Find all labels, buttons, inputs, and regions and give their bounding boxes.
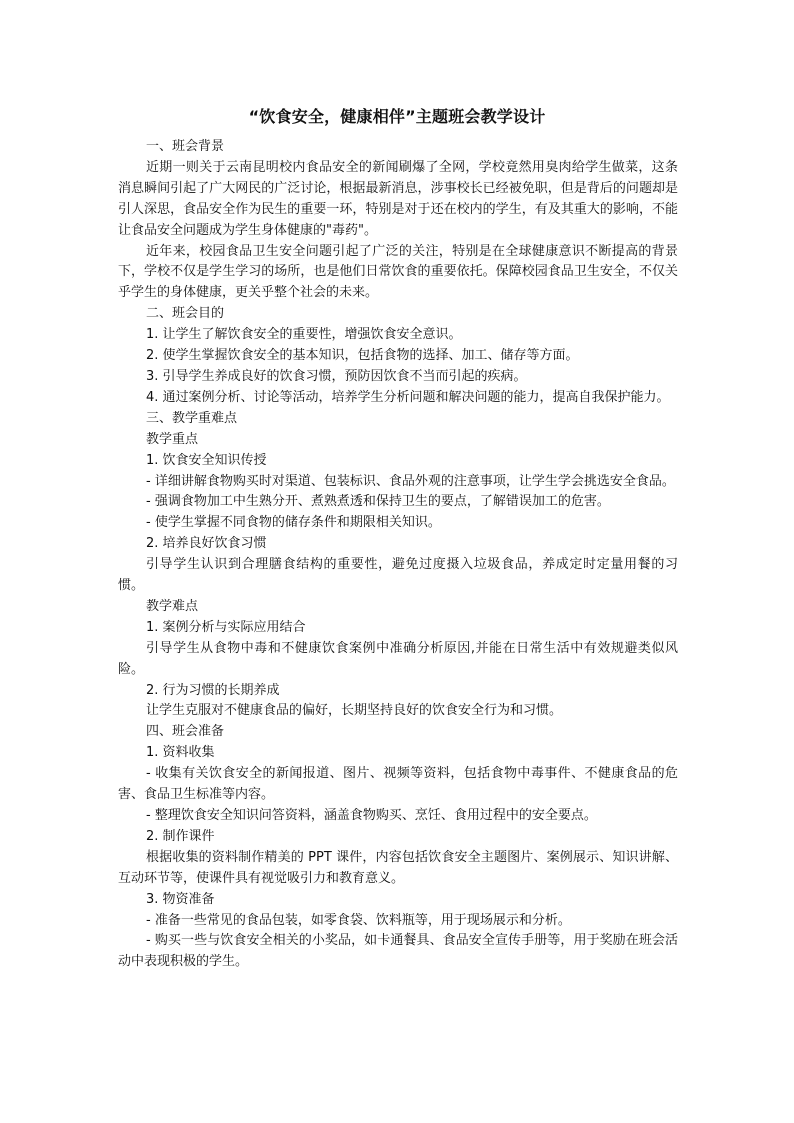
list-item: 1. 资料收集 bbox=[146, 745, 215, 761]
paragraph: 引导学生从食物中毒和不健康饮食案例中准确分析原因,并能在日常生活中有效规避类似风险。 bbox=[118, 640, 678, 677]
bullet-item: - 收集有关饮食安全的新闻报道、图片、视频等资料，包括食物中毒事件、不健康食品的危害、食品卫生标准等内容。 bbox=[118, 766, 678, 803]
list-item: 2. 制作课件 bbox=[146, 828, 215, 844]
list-item: 1. 让学生了解饮食安全的重要性，增强饮食安全意识。 bbox=[146, 327, 462, 343]
list-item: 3. 引导学生养成良好的饮食习惯，预防因饮食不当而引起的疾病。 bbox=[146, 368, 527, 384]
list-item: 2. 行为习惯的长期养成 bbox=[146, 682, 280, 698]
document-title: “饮食安全，健康相伴”主题班会教学设计 bbox=[248, 107, 546, 126]
section-heading-preparation: 四、班会准备 bbox=[146, 724, 225, 740]
list-item: 4. 通过案例分析、讨论等活动，培养学生分析问题和解决问题的能力，提高自我保护能力。 bbox=[146, 389, 670, 405]
list-item: 2. 使学生掌握饮食安全的基本知识，包括食物的选择、加工、储存等方面。 bbox=[146, 348, 579, 364]
section-heading-purpose: 二、班会目的 bbox=[146, 306, 225, 322]
list-item: 1. 案例分析与实际应用结合 bbox=[146, 619, 306, 635]
bullet-item: - 详细讲解食物购买时对渠道、包装标识、食品外观的注意事项，让学生学会挑选安全食品。 bbox=[146, 473, 675, 489]
subheading: 教学难点 bbox=[146, 598, 199, 614]
bullet-item: - 准备一些常见的食品包装，如零食袋、饮料瓶等，用于现场展示和分析。 bbox=[146, 912, 571, 928]
bullet-item: - 使学生掌握不同食物的储存条件和期限相关知识。 bbox=[146, 515, 441, 531]
bullet-item: - 整理饮食安全知识问答资料，涵盖食物购买、烹饪、食用过程中的安全要点。 bbox=[146, 808, 597, 823]
bullet-item: - 购买一些与饮食安全相关的小奖品，如卡通餐具、食品安全宣传手册等，用于奖励在班会活动中表现积极的学生。 bbox=[118, 933, 678, 970]
section-heading-background: 一、班会背景 bbox=[146, 139, 225, 154]
document-body bbox=[118, 137, 678, 973]
list-item: 3. 物资准备 bbox=[146, 891, 215, 907]
bullet-item: - 强调食物加工中生熟分开、煮熟煮透和保持卫生的要点，了解错误加工的危害。 bbox=[146, 494, 610, 510]
paragraph: 引导学生认识到合理膳食结构的重要性，避免过度摄入垃圾食品，养成定时定量用餐的习惯。 bbox=[118, 557, 678, 594]
paragraph: 近期一则关于云南昆明校内食品安全的新闻刷爆了全网，学校竟然用臭肉给学生做菜，这条消息瞬间引起了广大网民的广泛讨论，根据最新消息，涉事校长已经被免职，但是背后的问题却是引人深思，食品安全作为民生的重要一环，特别是对于还在校内的学生，有及其重大的影响，不能让食品安全问题成为学生身体健康的"毒药"。 bbox=[118, 159, 678, 238]
paragraph: 近年来，校园食品卫生安全问题引起了广泛的关注，特别是在全球健康意识不断提高的背景下，学校不仅是学生学习的场所，也是他们日常饮食的重要依托。保障校园食品卫生安全，不仅关乎学生的身体健康，更关乎整个社会的未来。 bbox=[118, 243, 678, 301]
section-heading-key-points: 三、教学重难点 bbox=[146, 410, 238, 426]
paragraph: 根据收集的资料制作精美的 PPT 课件，内容包括饮食安全主题图片、案例展示、知识讲解、互动环节等，使课件具有视觉吸引力和教育意义。 bbox=[118, 849, 678, 886]
subheading: 教学重点 bbox=[146, 431, 199, 447]
paragraph: 让学生克服对不健康食品的偏好，长期坚持良好的饮食安全行为和习惯。 bbox=[146, 703, 563, 719]
list-item: 2. 培养良好饮食习惯 bbox=[146, 536, 267, 552]
list-item: 1. 饮食安全知识传授 bbox=[146, 452, 267, 468]
